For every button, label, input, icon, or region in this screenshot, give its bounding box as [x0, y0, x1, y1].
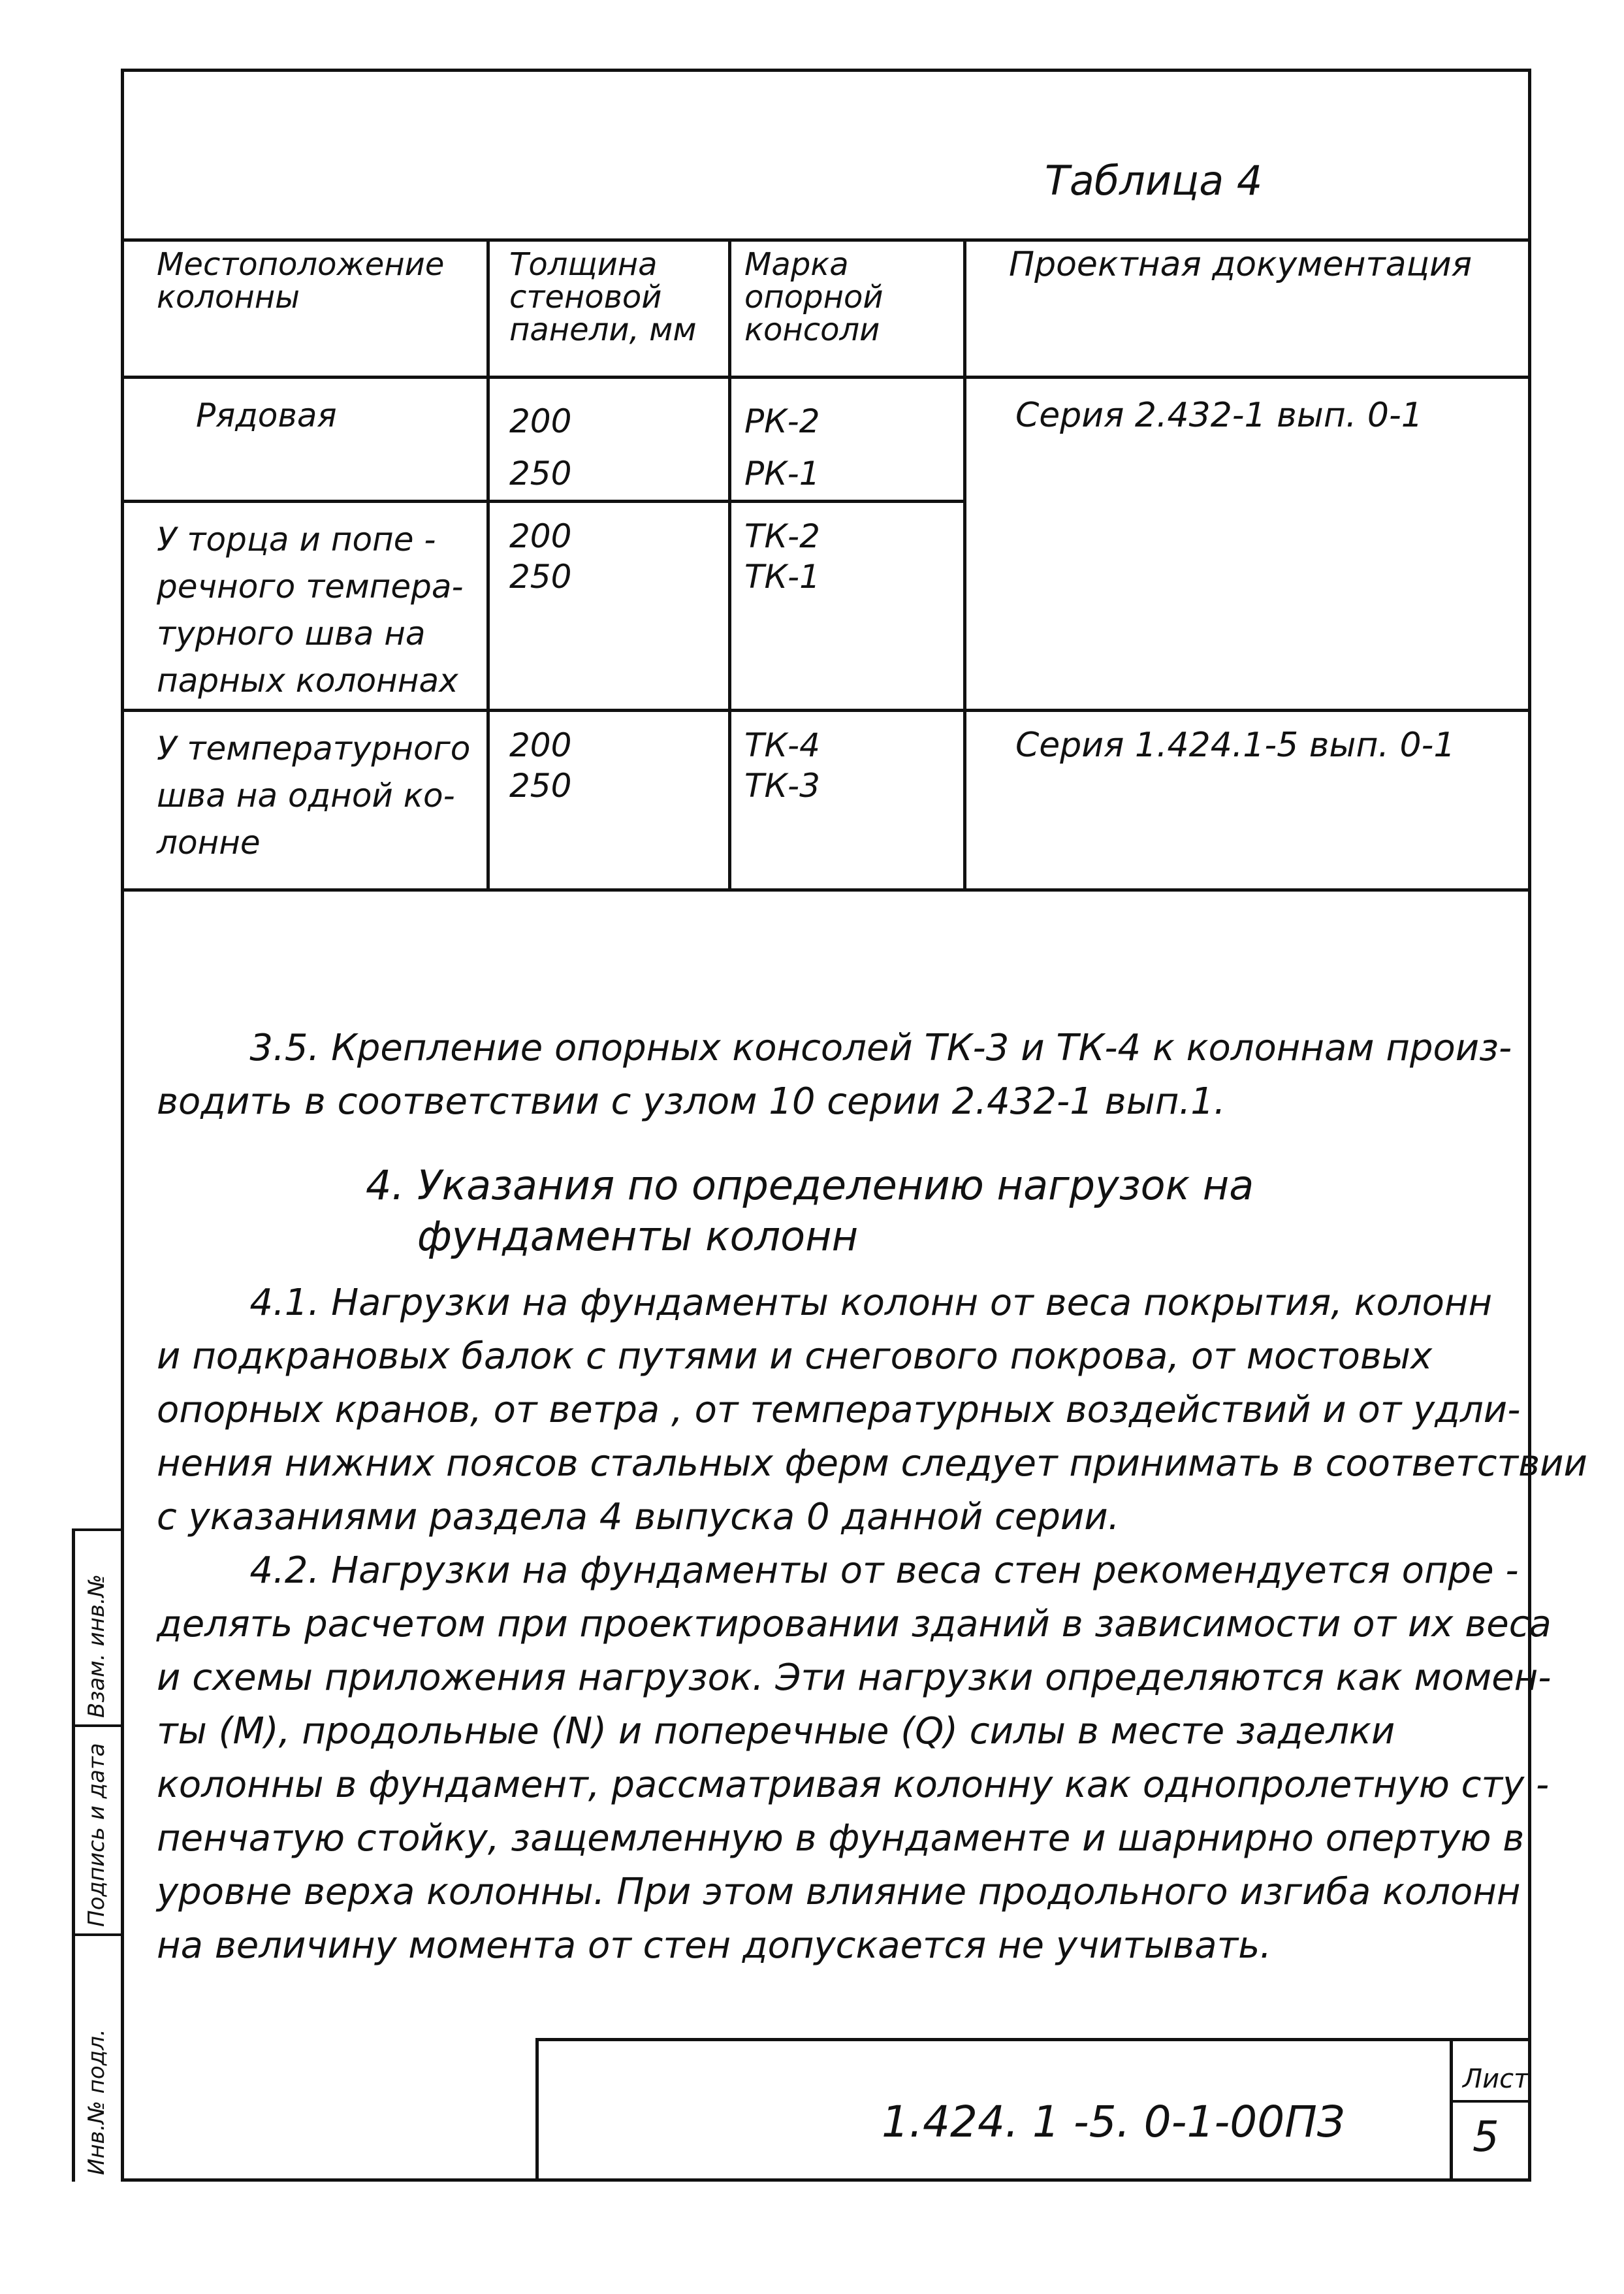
row3-mark: ТК-4 ТК-3	[744, 726, 820, 805]
title-block-sheet-divider	[1450, 2038, 1453, 2182]
header-thickness: Толщина стеновой панели, мм	[509, 246, 697, 348]
row2-mark: ТК-2 ТК-1	[744, 517, 820, 596]
margin-stamp	[72, 1528, 121, 2182]
title-block-top-line	[535, 2038, 1531, 2041]
stamp-signature-date: Подпись и дата	[84, 1743, 110, 1927]
row1-location: Рядовая	[196, 396, 337, 434]
paragraph-4-2: 4.2. Нагрузки на фундаменты от веса стен рекомендуется опре - делять расчетом при проектировании зданий в зависимости от их веса и схемы приложения нагрузок. Эти нагрузки определяются как момен- ты (M), продольные (N) и поперечные (Q) силы в месте заделки колонны в фундамент, рассматривая колонну как однопролетную сту - пенчатую стойку, защемленную в фундаменте и шарнирно опертую в уровне верха колонны. При этом влияние продольного изгиба колонн на величину момента от стен допускается не учитывать.	[157, 1549, 1552, 1967]
table-row1-bottom-line	[121, 500, 966, 503]
row3-thickness: 200 250	[509, 726, 572, 805]
document-code: 1.424. 1 -5. 0-1-00ПЗ	[882, 2097, 1345, 2147]
row2-thickness: 200 250	[509, 517, 572, 596]
table-row2-bottom-line	[121, 709, 1531, 712]
paragraph-3-5: 3.5. Крепление опорных консолей ТК-3 и ТК-4 к колоннам произ- водить в соответствии с узлом 10 серии 2.432-1 вып.1.	[157, 1027, 1512, 1123]
section-4-heading: 4. Указания по определению нагрузок на фундаменты колонн	[366, 1161, 1254, 1260]
title-block-sheet-label-line	[1450, 2100, 1531, 2103]
title-block-left-line	[535, 2038, 539, 2182]
paragraph-4-1: 4.1. Нагрузки на фундаменты колонн от веса покрытия, колонн и подкрановых балок с путями и снегового покрова, от мостовых опорных кранов, от ветра , от температурных воздействий и от удли- нения нижних поясов стальных ферм следует принимать в соответствии с указаниями раздела 4 выпуска 0 данной серии.	[157, 1282, 1587, 1538]
row1-thickness: 200 250	[509, 402, 572, 493]
row3-documentation: Серия 1.424.1-5 вып. 0-1	[1015, 726, 1456, 765]
table-col2-line	[728, 238, 731, 892]
sheet-number: 5	[1473, 2113, 1499, 2161]
row1-documentation: Серия 2.432-1 вып. 0-1	[1015, 396, 1423, 435]
row1-mark: РК-2 РК-1	[744, 402, 820, 493]
stamp-replacement-inventory: Взам. инв.№	[84, 1574, 110, 1718]
header-mark: Марка опорной консоли	[744, 246, 884, 348]
table-top-line	[121, 238, 1531, 242]
row3-location: У температурного шва на одной ко- лонне	[157, 730, 471, 862]
table-caption: Таблица 4	[1045, 157, 1263, 204]
header-documentation: Проектная документация	[1009, 245, 1473, 284]
sheet-label: Лист	[1463, 2064, 1529, 2094]
table-col3-line	[963, 238, 966, 892]
table-bottom-line	[121, 888, 1531, 892]
row2-location: У торца и попе - речного темпера- турного шва на парных колоннах	[157, 521, 464, 700]
table-header-bottom-line	[121, 376, 1531, 379]
table-col1-line	[486, 238, 490, 892]
stamp-original-inventory: Инв.№ подл.	[84, 2029, 110, 2175]
header-location: Местоположение колонны	[157, 246, 445, 315]
